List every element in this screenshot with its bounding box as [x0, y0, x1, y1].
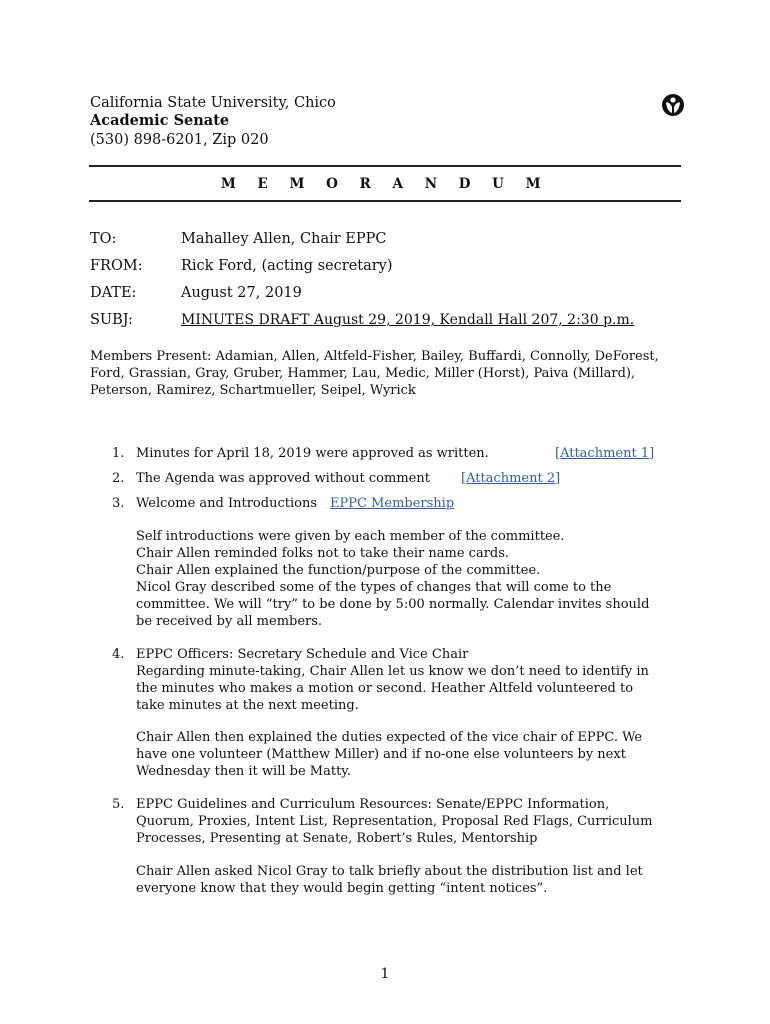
- university-name: California State University, Chico: [90, 95, 336, 111]
- notes-line: committee. We will “try” to be done by 5:00 normally. Calendar invites should: [136, 597, 650, 612]
- notes-line: everyone know that they would begin getting “intent notices”.: [136, 881, 548, 896]
- notes-line: take minutes at the next meeting.: [136, 698, 359, 713]
- notes-line: Self introductions were given by each member of the committee.: [136, 529, 565, 544]
- notes-line: Wednesday then it will be Matty.: [136, 764, 352, 779]
- notes-line: Chair Allen reminded folks not to take their name cards.: [136, 546, 510, 561]
- item-text: Welcome and Introductions: [136, 496, 317, 511]
- notes-line: the minutes who makes a motion or second. Heather Altfeld volunteered to: [136, 681, 634, 696]
- department-name: Academic Senate: [90, 112, 230, 129]
- item-4-notes-b: [136, 729, 681, 780]
- item-number: 2.: [112, 471, 125, 486]
- item-text: EPPC Guidelines and Curriculum Resources: Senate/EPPC Information,: [136, 797, 610, 812]
- memo-title: M E M O R A N D U M: [220, 176, 550, 192]
- notes-line: Chair Allen asked Nicol Gray to talk briefly about the distribution list and let: [136, 864, 643, 879]
- notes-line: Processes, Presenting at Senate, Robert’s Rules, Mentorship: [136, 831, 538, 846]
- to-value: Mahalley Allen, Chair EPPC: [181, 231, 387, 247]
- notes-line: be received by all members.: [136, 614, 323, 629]
- university-seal-icon: [661, 93, 685, 117]
- item-3-notes: [136, 528, 681, 630]
- item-number: 5.: [112, 797, 125, 812]
- members-line: Peterson, Ramirez, Schartmueller, Seipel, Wyrick: [90, 383, 416, 398]
- notes-line: Chair Allen then explained the duties expected of the vice chair of EPPC. We: [136, 730, 643, 745]
- notes-line: have one volunteer (Matthew Miller) and if no-one else volunteers by next: [136, 747, 626, 762]
- notes-line: Quorum, Proxies, Intent List, Representation, Proposal Red Flags, Curriculum: [136, 814, 653, 829]
- item-4-notes-a: [136, 663, 681, 714]
- from-value: Rick Ford, (acting secretary): [181, 258, 393, 274]
- top-rule: [89, 165, 681, 167]
- item-text: EPPC Officers: Secretary Schedule and Vice Chair: [136, 647, 469, 662]
- attachment-2-link[interactable]: [Attachment 2]: [461, 471, 561, 486]
- item-text: The Agenda was approved without comment: [136, 471, 430, 486]
- item-5-notes-a: [136, 813, 681, 847]
- eppc-membership-link[interactable]: EPPC Membership: [330, 496, 455, 511]
- to-label: TO:: [90, 231, 117, 247]
- contact-info: (530) 898-6201, Zip 020: [90, 132, 269, 148]
- attachment-1-link[interactable]: [Attachment 1]: [555, 446, 655, 461]
- members-line: Ford, Grassian, Gray, Gruber, Hammer, Lau, Medic, Miller (Horst), Paiva (Millard),: [90, 366, 636, 381]
- page-number: 1: [380, 966, 390, 982]
- notes-line: Regarding minute-taking, Chair Allen let us know we don’t need to identify in: [136, 664, 649, 679]
- members-line: Members Present: Adamian, Allen, Altfeld-Fisher, Bailey, Buffardi, Connolly, DeForest,: [90, 349, 659, 364]
- bottom-rule: [89, 200, 681, 202]
- item-5-notes-b: [136, 863, 681, 897]
- item-number: 3.: [112, 496, 125, 511]
- date-label: DATE:: [90, 285, 137, 301]
- notes-line: Chair Allen explained the function/purpose of the committee.: [136, 563, 541, 578]
- date-value: August 27, 2019: [181, 285, 302, 301]
- from-label: FROM:: [90, 258, 143, 274]
- item-text: Minutes for April 18, 2019 were approved as written.: [136, 446, 489, 461]
- members-present: [90, 348, 690, 399]
- notes-line: Nicol Gray described some of the types of changes that will come to the: [136, 580, 612, 595]
- item-number: 4.: [112, 647, 125, 662]
- subj-value: MINUTES DRAFT August 29, 2019, Kendall Hall 207, 2:30 p.m.: [181, 312, 635, 328]
- subj-label: SUBJ:: [90, 312, 133, 328]
- item-number: 1.: [112, 446, 125, 461]
